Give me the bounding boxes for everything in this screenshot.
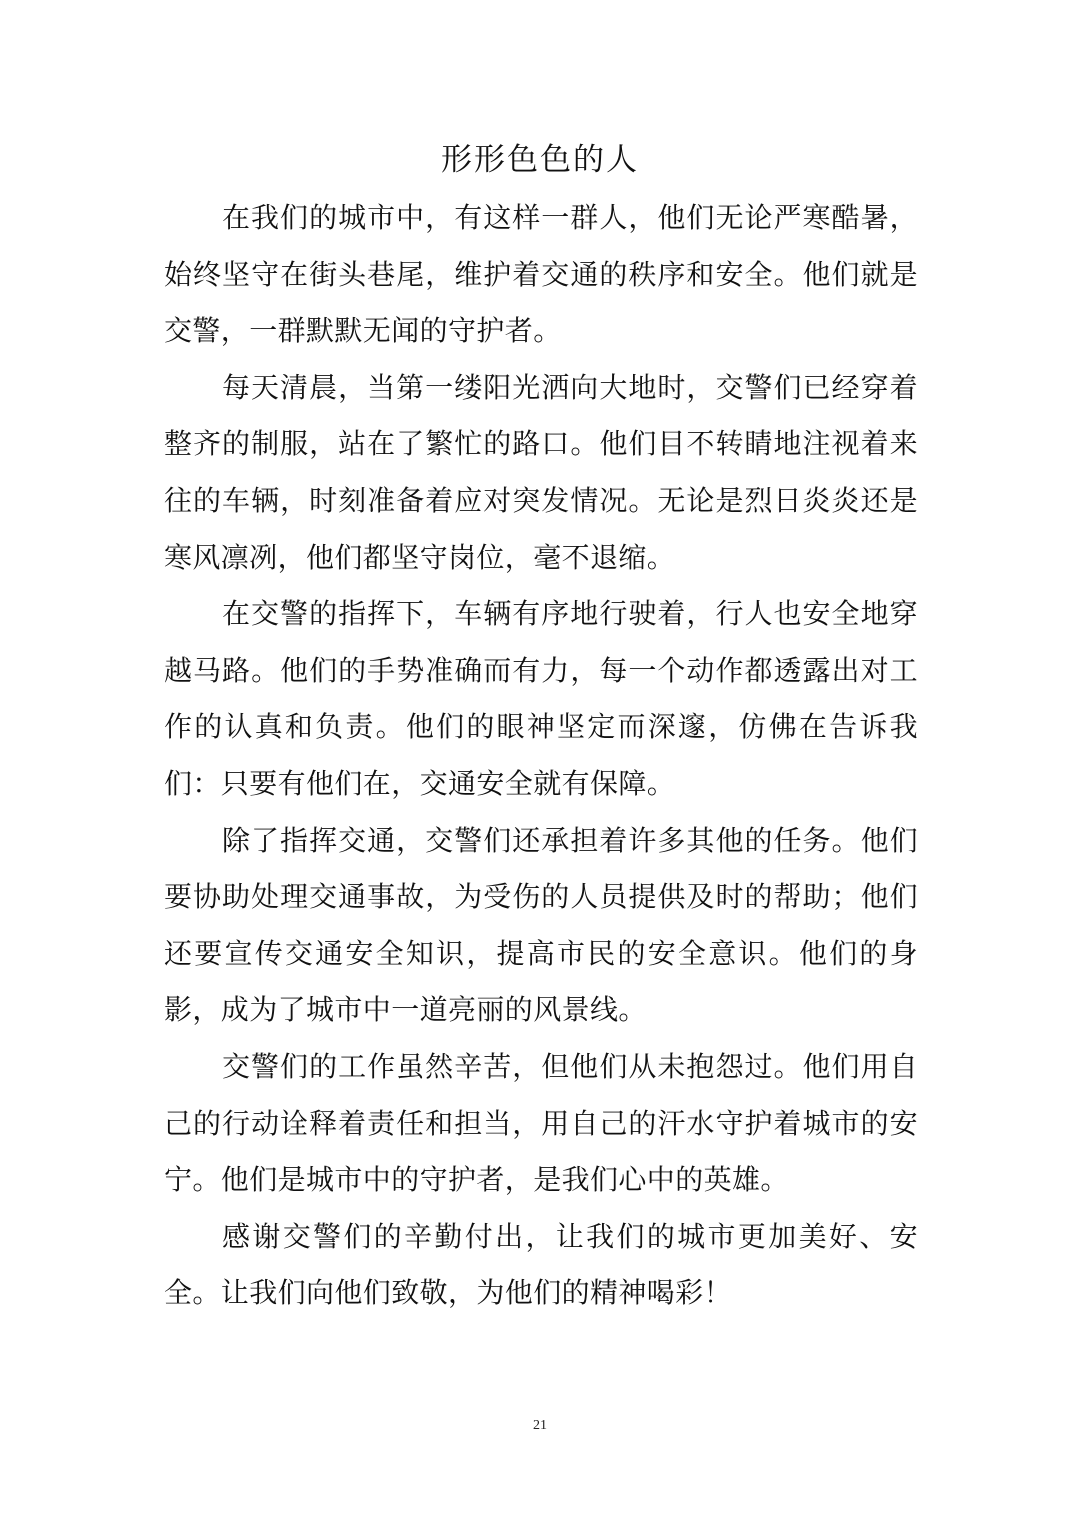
paragraph-2: 每天清晨，当第一缕阳光洒向大地时，交警们已经穿着整齐的制服，站在了繁忙的路口。他们目不转睛地注视着来往的车辆，时刻准备着应对突发情况。无论是烈日炎炎还是寒风凛冽，他们都坚守岗位，毫不退缩。 [164, 370, 918, 574]
paragraph-4: 除了指挥交通，交警们还承担着许多其他的任务。他们要协助处理交通事故，为受伤的人员提供及时的帮助；他们还要宣传交通安全知识，提高市民的安全意识。他们的身影，成为了城市中一道亮丽的风景线。 [164, 823, 918, 1027]
paragraph-3: 在交警的指挥下，车辆有序地行驶着，行人也安全地穿越马路。他们的手势准确而有力，每一个动作都透露出对工作的认真和负责。他们的眼神坚定而深邃，仿佛在告诉我们：只要有他们在，交通安全就有保障。 [164, 597, 918, 800]
page-number: 21 [533, 1418, 547, 1433]
paragraph-5: 交警们的工作虽然辛苦，但他们从未抱怨过。他们用自己的行动诠释着责任和担当，用自己的汗水守护着城市的安宁。他们是城市中的守护者，是我们心中的英雄。 [164, 1049, 918, 1197]
page-title: 形形色色的人 [441, 142, 639, 178]
paragraph-6: 感谢交警们的辛勤付出，让我们的城市更加美好、安全。让我们向他们致敬，为他们的精神喝彩！ [164, 1219, 918, 1310]
paragraph-1: 在我们的城市中，有这样一群人，他们无论严寒酷暑，始终坚守在街头巷尾，维护着交通的秩序和安全。他们就是交警，一群默默无闻的守护者。 [164, 201, 918, 348]
body-text [164, 190, 918, 1322]
